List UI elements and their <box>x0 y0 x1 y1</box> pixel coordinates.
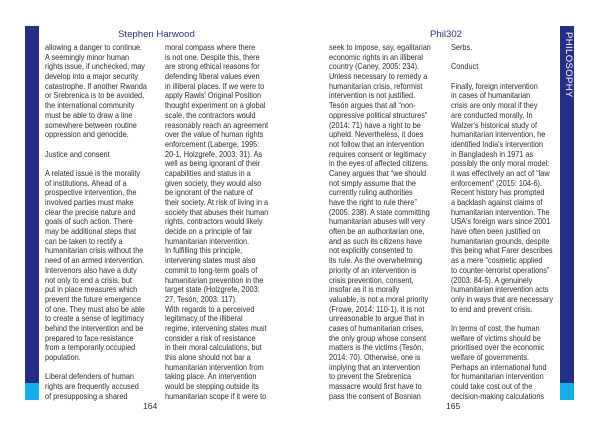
text-line: taking place. An intervention <box>165 371 257 382</box>
text-line: are conducted morally. In <box>451 109 533 120</box>
running-head-course: Phil302 <box>430 29 463 40</box>
text-line: scale, the contractors would <box>165 109 256 120</box>
text-line: massacre would first have to <box>329 381 422 392</box>
text-line: Perhaps an international fund <box>451 361 547 372</box>
text-line: country (Caney, 2005: 234). <box>329 61 420 72</box>
text-line: Unless necessary to remedy a <box>329 71 428 82</box>
text-line: 27, Tesón, 2003: 117). <box>165 293 238 304</box>
text-line: to end and prevent crisis. <box>451 303 533 314</box>
text-line: in Bangladesh in 1971 as <box>451 148 534 159</box>
text-line: decide on a principle of fair <box>165 226 253 237</box>
text-line: may be additional steps that <box>45 226 137 237</box>
text-line: well as being ignorant of their <box>165 158 261 169</box>
text-line: only in ways that are necessary <box>451 293 553 304</box>
text-line: humanitarian intervention, he <box>451 129 546 140</box>
text-line: valuable, is not a moral priority <box>329 293 429 304</box>
page-number-right: 165 <box>446 401 461 411</box>
text-line: humanitarian abuses will very <box>329 216 425 227</box>
text-line: welfare of governments. <box>451 352 530 362</box>
text-line: from a temporarily occupied <box>45 342 136 353</box>
text-line: implying that an intervention <box>329 361 421 372</box>
text-line: decision-making calculations <box>451 390 545 401</box>
text-line: a backlash against claims of <box>451 197 543 207</box>
text-line: humanitarian intervention. The <box>451 206 550 217</box>
text-column-2 <box>165 42 269 401</box>
text-line: humanitarian intervention from <box>165 361 264 372</box>
text-line: (Frowe, 2014: 110-1). It is not <box>329 303 425 314</box>
text-column-4 <box>451 43 552 401</box>
text-line: somewhere between routine <box>45 119 137 130</box>
text-line: to create a sense of legitimacy <box>45 313 144 324</box>
text-line: crisis prevention, consent, <box>329 274 414 285</box>
text-line: over the value of human rights <box>165 129 264 140</box>
text-line: Recent history has prompted <box>451 187 545 198</box>
text-line: Walzer's historical study of <box>451 119 538 130</box>
text-line: prevent the future emergence <box>45 293 141 304</box>
text-line: Liberal defenders of human <box>45 371 135 382</box>
text-line: pass the consent of Bosnian <box>329 390 421 401</box>
text-line: in illiberal places. If we were to <box>165 80 265 91</box>
text-line: unreasonable to argue that in <box>329 313 425 324</box>
text-line: this alone should not bar a <box>165 352 251 362</box>
text-line: consider a risk of resistance <box>165 332 256 343</box>
text-line: rights issue, if unchecked, may <box>45 61 145 72</box>
text-line: A seemingly minor human <box>45 51 130 62</box>
text-line: in their moral calculations, but <box>165 342 262 353</box>
text-line: requires consent or legitimacy <box>329 148 427 159</box>
text-line: With regards to a perceived <box>165 303 255 314</box>
text-line: the international community <box>45 100 135 111</box>
text-line: enforcement” (2015: 104-6). <box>451 177 543 188</box>
text-line: develop into a major security <box>45 71 139 82</box>
text-line: have the right to rule there” <box>329 197 417 207</box>
text-line: seek to impose, say, egalitarian <box>329 42 431 52</box>
text-line: (2005: 238). A state committing <box>329 206 430 217</box>
text-line: society that abuses their human <box>165 206 269 217</box>
text-line: A related issue is the morality <box>45 167 141 178</box>
text-line: goals of such action. There <box>45 216 133 227</box>
text-line: (2014: 71) have a right to be <box>329 119 421 130</box>
page-number-left: 164 <box>143 401 158 411</box>
text-line: In terms of cost, the human <box>451 322 540 333</box>
section-tab <box>560 32 574 112</box>
text-line: crisis are only moral if they <box>451 100 538 111</box>
text-line: must be able to draw a line <box>45 109 133 120</box>
text-line: humanitarian crisis without the <box>45 245 144 256</box>
text-line: the only group whose consent <box>329 332 427 343</box>
text-column-1 <box>45 43 146 401</box>
text-line: humanitarian scope if it were to <box>165 390 267 401</box>
text-line: prepared to face resistance <box>45 332 134 343</box>
text-line: is not one. Despite this, there <box>165 51 260 62</box>
text-line: it was effectively an act of “law <box>451 167 550 178</box>
text-line: often be an authoritarian one, <box>329 226 425 237</box>
text-line: prioritised over the economic <box>451 342 545 353</box>
text-line: Caney argues that “we should <box>329 167 427 178</box>
text-line: not simply assume that the <box>329 177 416 188</box>
text-line: matters is the victims (Tesón, <box>329 342 424 353</box>
text-line: not only to end a crisis, but <box>45 274 132 285</box>
text-column-3 <box>329 43 430 401</box>
text-line: allowing a danger to continue. <box>45 42 143 52</box>
text-line: USA's foreign wars since 2001 <box>451 216 551 227</box>
text-line: intervening states must also <box>165 255 256 266</box>
text-line: Conduct <box>451 61 479 72</box>
text-line: Justice and consent <box>45 148 110 159</box>
text-line: upheld. Nevertheless, it does <box>329 129 424 140</box>
text-line: currently ruling authorities <box>329 187 413 198</box>
text-line: or Srebrenica is to be avoided, <box>45 90 145 101</box>
text-line: insofar as it is morally <box>329 284 400 295</box>
text-line: 2014: 70). Otherwise, one is <box>329 352 421 362</box>
text-line: rights, contractors would likely <box>165 216 263 227</box>
text-line: Serbs. <box>451 42 473 52</box>
text-line: intervention is not justified. <box>329 90 416 101</box>
text-line: enforcement (Laberge, 1995: <box>165 138 260 149</box>
text-line: to counter-terrorist operations” <box>451 264 550 275</box>
text-line: humanitarian crisis, reformist <box>329 80 423 91</box>
text-line: of institutions. Ahead of a <box>45 177 127 188</box>
text-line: (2003: 84-5). A genuinely <box>451 274 533 285</box>
text-line: to prevent the Srebrenica <box>329 371 412 382</box>
text-line: reasonably reach an agreement <box>165 119 269 130</box>
text-line: its rule. As the overwhelming <box>329 255 423 266</box>
text-line: not follow that an intervention <box>329 138 425 149</box>
text-line: population. <box>45 352 81 362</box>
text-line: 20-1, Holzgrefe, 2003: 31). As <box>165 148 263 159</box>
text-line: capabilities and status in a <box>165 167 251 178</box>
right-band-accent <box>560 383 574 400</box>
text-line: in cases of humanitarian <box>451 90 531 101</box>
text-line: for humanitarian intervention <box>451 371 544 382</box>
text-line: given society, they would also <box>165 177 262 188</box>
text-line: Tesón argues that all “non- <box>329 100 416 111</box>
text-line: defending liberal values even <box>165 71 260 82</box>
text-line: regime, intervening states must <box>165 322 267 333</box>
text-line: catastrophe. If another Rwanda <box>45 80 148 91</box>
text-line: cases of humanitarian crises, <box>329 322 424 333</box>
text-line: humanitarian intervention acts <box>451 284 549 295</box>
text-line: identified India's intervention <box>451 138 544 149</box>
text-line: put in place measures which <box>45 284 138 295</box>
text-line: and as such its citizens have <box>329 235 423 246</box>
text-line: in the eyes of affected citizens. <box>329 158 429 169</box>
text-line: Intervenors also have a duty <box>45 264 137 275</box>
text-line: as a mere “cosmetic applied <box>451 255 543 266</box>
left-margin-band <box>25 26 39 400</box>
text-line: their society. At risk of living in a <box>165 197 269 207</box>
text-line: be ignorant of the nature of <box>165 187 253 198</box>
text-line: humanitarian grounds, despite <box>451 235 550 246</box>
text-line: possibly the only moral model: <box>451 158 550 169</box>
text-line: economic rights in an illiberal <box>329 51 423 62</box>
text-line: involved parties must make <box>45 197 134 207</box>
left-band-accent <box>25 383 39 400</box>
text-line: have often been justified on <box>451 226 541 237</box>
text-line: welfare of victims should be <box>451 332 541 343</box>
running-head-author: Stephen Harwood <box>118 29 195 40</box>
text-line: behind the intervention and be <box>45 322 144 333</box>
text-line: need of an armed intervention. <box>45 255 145 266</box>
section-tab-label: PHILOSOPHY <box>563 32 574 98</box>
text-line: legitimacy of the illiberal <box>165 313 243 324</box>
text-line: can be taken to rectify a <box>45 235 123 246</box>
text-line: of one. They must also be able <box>45 303 145 314</box>
text-line: could take cost out of the <box>451 381 533 392</box>
text-line: are strong ethical reasons for <box>165 61 260 72</box>
text-line: commit to long-term goals of <box>165 264 258 275</box>
text-line: thought experiment on a global <box>165 100 266 111</box>
text-line: In fulfilling this principle, <box>165 245 243 256</box>
text-line: apply Rawls' Original Position <box>165 90 262 101</box>
text-line: humanitarian prevention in the <box>165 274 264 285</box>
text-line: Finally, foreign intervention <box>451 80 538 91</box>
text-line: not explicitly consented to <box>329 245 413 256</box>
text-line: oppression and genocide. <box>45 129 129 140</box>
text-line: of presupposing a shared <box>45 390 128 401</box>
text-line: oppressive political structures” <box>329 109 428 120</box>
text-line: target state (Holzgrefe, 2003: <box>165 284 260 295</box>
text-line: rights are frequently accused <box>45 381 139 392</box>
right-margin-band <box>560 26 574 400</box>
text-line: this being what Farer describes <box>451 245 553 256</box>
text-line: priority of an intervention is <box>329 264 417 275</box>
text-line: clear the precise nature and <box>45 206 136 217</box>
text-line: moral compass where there <box>165 42 256 52</box>
text-line: prospective intervention, the <box>45 187 137 198</box>
text-line: humanitarian intervention. <box>165 235 250 246</box>
text-line: would be stepping outside its <box>165 381 259 392</box>
